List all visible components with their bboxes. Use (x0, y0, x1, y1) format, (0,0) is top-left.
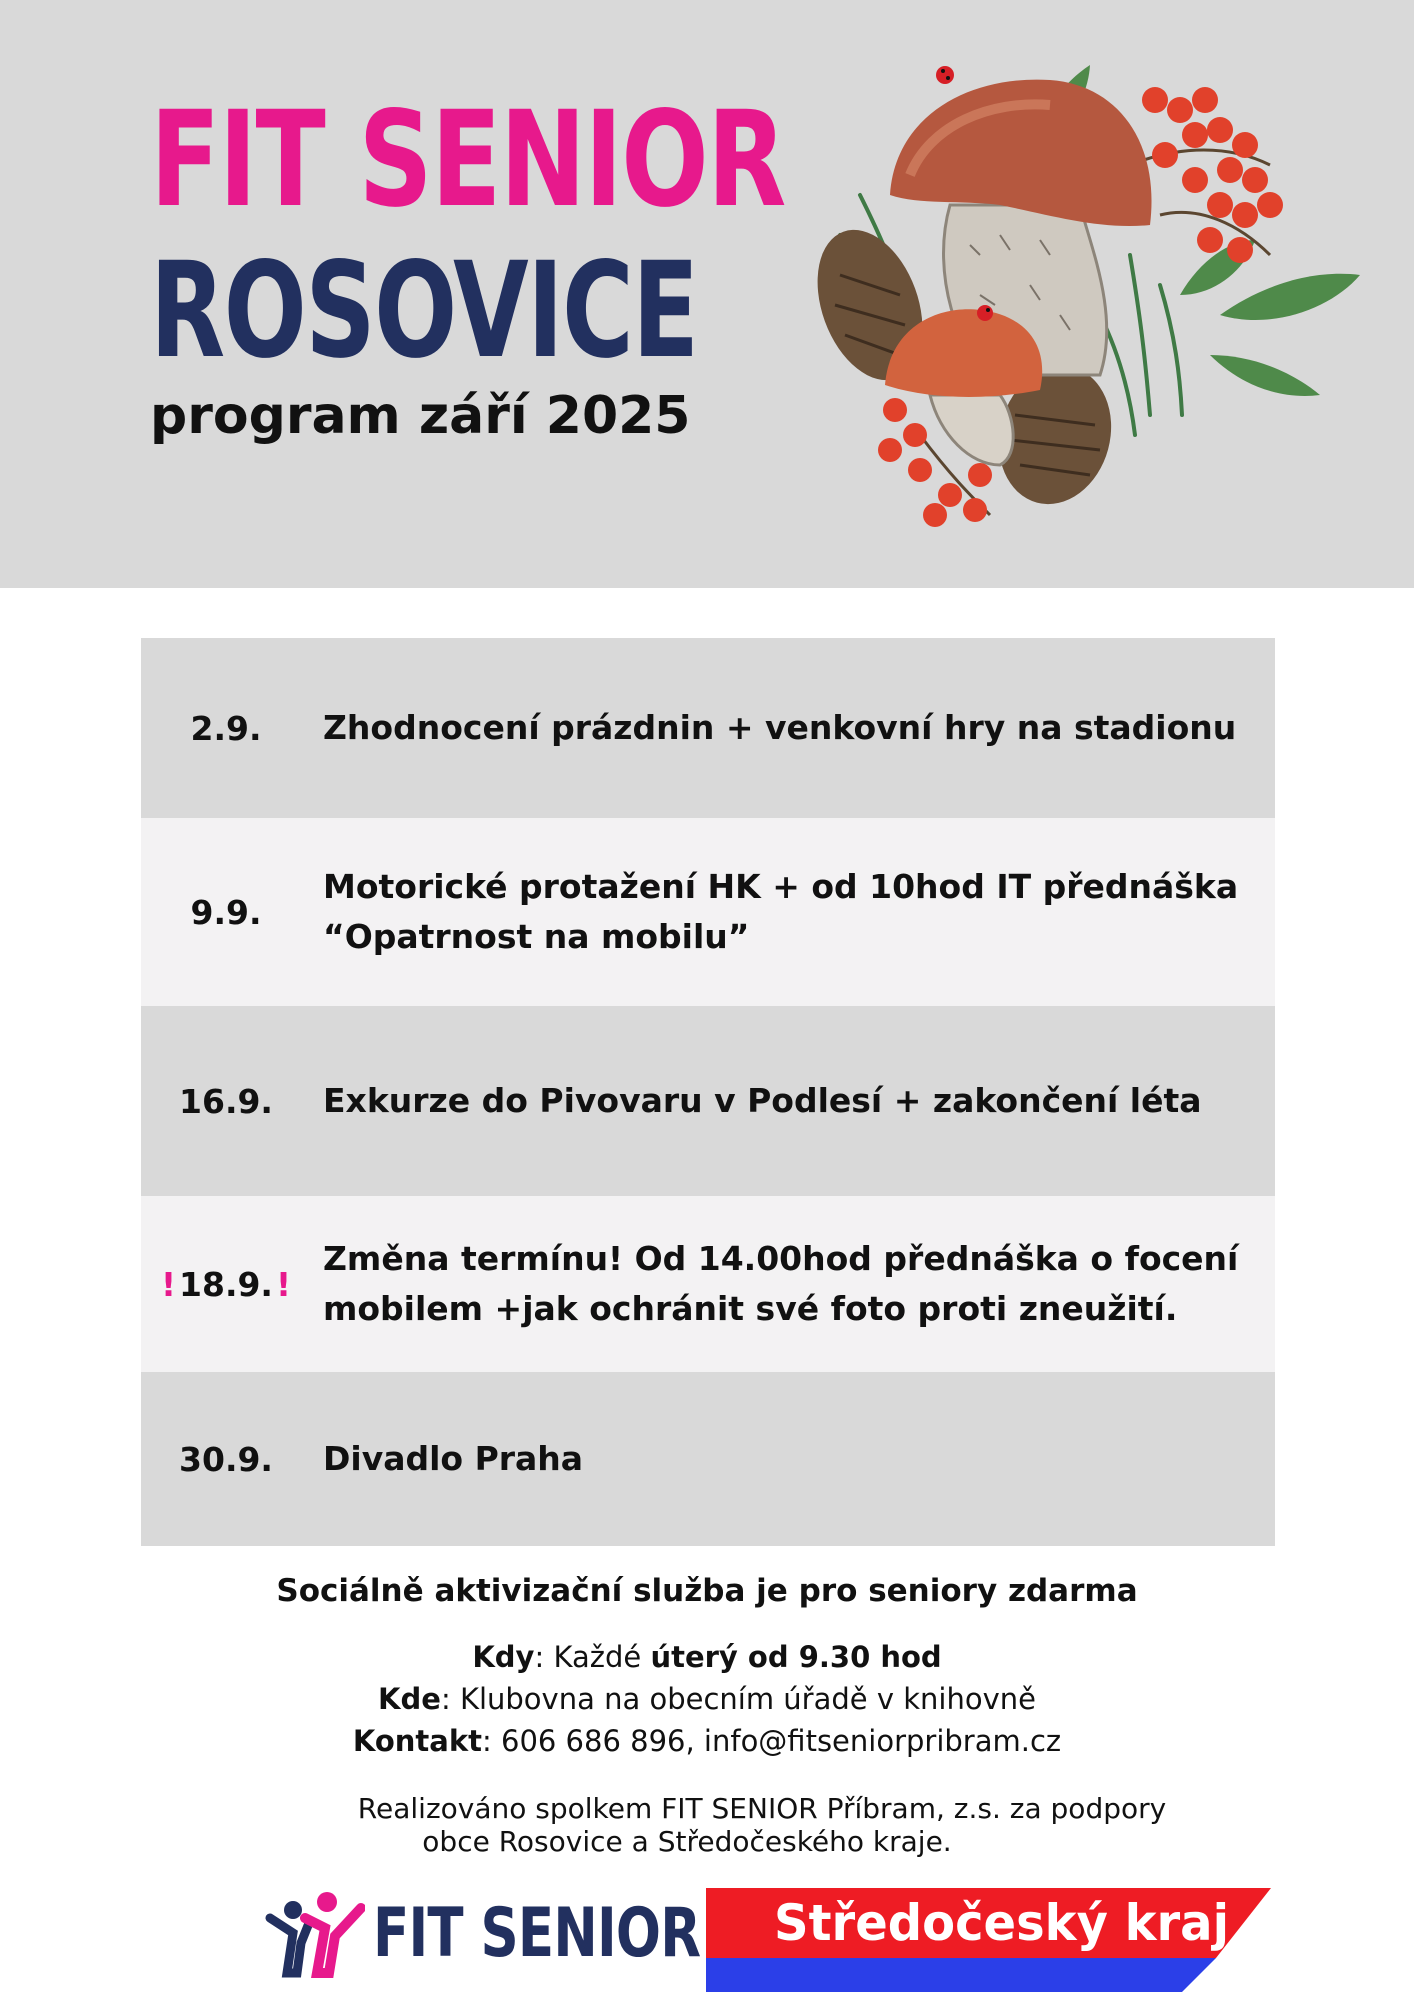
exclamation-mark: ! (275, 1264, 292, 1304)
when-value: úterý od 9.30 hod (650, 1640, 942, 1674)
exclamation-mark: ! (160, 1264, 177, 1304)
schedule-date: 18.9. (179, 1264, 273, 1304)
fit-senior-logo-text: FIT SENIOR (373, 1894, 701, 1973)
contact-value: : 606 686 896, info@fitseniorpribram.cz (482, 1724, 1062, 1758)
program-subtitle: program září 2025 (150, 386, 691, 446)
schedule-date-cell (141, 1196, 311, 1372)
schedule-text: Motorické protažení HK + od 10hod IT přednáška “Opatrnost na mobilu” (323, 867, 1239, 956)
free-service-notice: Sociálně aktivizační služba je pro seniory zdarma (276, 1573, 1138, 1609)
schedule-table (141, 638, 1275, 1546)
realized-line-1: Realizováno spolkem FIT SENIOR Příbram, z.s. za podpory (357, 1792, 1167, 1825)
schedule-text: Zhodnocení prázdnin + venkovní hry na stadionu (323, 708, 1237, 747)
schedule-date: 16.9. (179, 1081, 273, 1121)
schedule-date: 2.9. (190, 708, 262, 748)
when-line (0, 1640, 1414, 1674)
where-label: Kde (378, 1682, 441, 1716)
mushroom-illustration-icon (800, 55, 1370, 535)
realized-line-2: obce Rosovice a Středočeského kraje. (422, 1825, 952, 1858)
contact-line (0, 1724, 1414, 1758)
contact-label: Kontakt (352, 1724, 482, 1758)
title-fit-senior: FIT SENIOR (150, 83, 785, 237)
schedule-row (141, 638, 1275, 818)
schedule-text: Exkurze do Pivovaru v Podlesí + zakončení léta (323, 1081, 1202, 1120)
stredocesky-kraj-logo (706, 1888, 1276, 1992)
where-value: : Klubovna na obecním úřadě v knihovně (440, 1682, 1036, 1716)
schedule-date: 30.9. (179, 1439, 273, 1479)
kraj-logo-text: Středočeský kraj (774, 1894, 1230, 1952)
schedule-text: Divadlo Praha (323, 1439, 584, 1478)
schedule-row (141, 818, 1275, 1006)
fit-senior-figures-icon (265, 1888, 365, 1978)
schedule-row (141, 1006, 1275, 1196)
where-line (0, 1682, 1414, 1716)
schedule-date: 9.9. (190, 892, 262, 932)
when-label: Kdy (472, 1640, 535, 1674)
schedule-row (141, 1372, 1275, 1546)
title-rosovice: ROSOVICE (150, 234, 698, 388)
when-prefix: : Každé (534, 1640, 651, 1674)
header-banner (0, 0, 1414, 588)
schedule-row-changed (141, 1196, 1275, 1372)
schedule-text: Změna termínu! Od 14.00hod přednáška o focení mobilem +jak ochránit své foto proti zneužití. (323, 1239, 1239, 1328)
fit-senior-logo (265, 1888, 701, 1978)
